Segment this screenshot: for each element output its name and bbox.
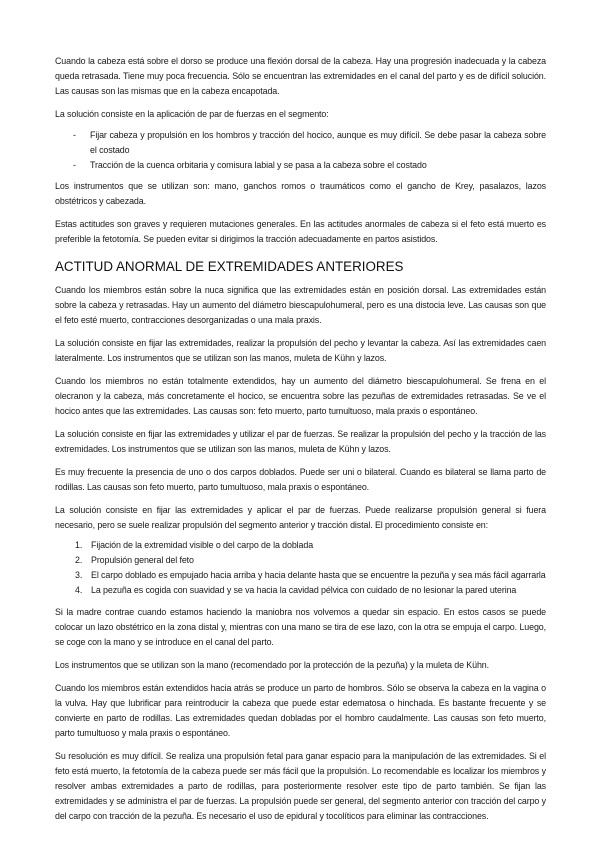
- paragraph-limbs-not-extended: Cuando los miembros no están totalmente extendidos, hay un aumento del diámetro biescapulohumeral. Se frena en el olecranon y la cabeza, más concretamente el hocico, se encuentra sobre las pezuñas de extremidades retrasadas. Se ve el hocico antes que las extremidades. Las causas son: feto muerto, parto tumultuoso, mala praxis o espontáneo.: [55, 376, 546, 416]
- list-item: 4. La pezuña es cogida con suavidad y se va hacia la cavidad pélvica con cuidado de no lesionar la pared uterina: [75, 585, 517, 595]
- paragraph-shoulder-birth: Cuando los miembros están extendidos hacia atrás se produce un parto de hombros. Sólo se observa la cabeza en la vagina o la vulva. Hay que lubrificar para reintroducir la cabeza que puede estar edematosa o hinchada. Es bastante frecuente y se convierte en parto de rodillas. Las extremidades quedan dobladas por el hombro caudalmente. Las causas son feto muerto, parto tumultuoso y mala praxis o espontáneo.: [55, 683, 546, 738]
- paragraph-solution-intro: La solución consiste en la aplicación de par de fuerzas en el segmento:: [55, 109, 329, 119]
- paragraph-instruments-hand: Los instrumentos que se utilizan son la mano (recomendado por la protección de la pezuña) y la muleta de Kühn.: [55, 660, 489, 670]
- paragraph-resolution: Su resolución es muy difícil. Se realiza una propulsión fetal para ganar espacio para la manipulación de las extremidades. Si el feto está muerto, la fetotomía de la cabeza puede ser más fácil que la propulsión. Lo recomendable es localizar los miembros y resolver ambas extremidades a parto de rodillas, para posteriormente resolver este tipo de parto también. Se fijan las extremidades y se administra el par de fuerzas. La propulsión puede ser general, del segmento anterior con tracción del carpo y del carpo con tracción de la pezuña. Es necesario el uso de epidural y tocolíticos para eliminar las contracciones.: [55, 751, 546, 821]
- paragraph-severity: Estas actitudes son graves y requieren mutaciones generales. En las actitudes anormales de cabeza si el feto está muerto es preferible la fetotomía. Se pueden evitar si dirigimos la tracción adecuadamente en partos asistidos.: [55, 219, 546, 244]
- paragraph-procedure-intro: La solución consiste en fijar las extremidades y aplicar el par de fuerzas. Puede realizarse propulsión general si fuera necesario, pero se suele realizar propulsión del segmento anterior y tracción distal. El procedimiento consiste en:: [55, 505, 546, 530]
- list-item: 2. Propulsión general del feto: [75, 555, 194, 565]
- document-page: [55, 54, 546, 832]
- list-item: - Fijar cabeza y propulsión en los hombros y tracción del hocico, aunque es muy difícil. Se debe pasar la cabeza sobre el costado: [73, 130, 546, 155]
- list-item: - Tracción de la cuenca orbitaria y comisura labial y se pasa a la cabeza sobre el costado: [55, 158, 546, 173]
- paragraph-mother-contracts: Si la madre contrae cuando estamos haciendo la maniobra nos volvemos a quedar sin espacio. En estos casos se puede colocar un lazo obstétrico en la zona distal y, mientras con una mano se tira de ese lazo, con la otra se empuja el carpo. Luego, se coge con la mano y se introduce en el canal del parto.: [55, 607, 546, 647]
- section-heading: ACTITUD ANORMAL DE EXTREMIDADES ANTERIORES: [55, 259, 404, 274]
- paragraph-carpal-flexion: Es muy frecuente la presencia de uno o dos carpos doblados. Puede ser uni o bilateral. Cuando es bilateral se llama parto de rodillas. Las causas son feto muerto, parto tumultuoso, mala praxis o espontáneo.: [55, 467, 546, 492]
- bullet-list-solutions: [55, 128, 546, 173]
- paragraph-limbs-on-neck: Cuando los miembros están sobre la nuca significa que las extremidades están en posición dorsal. Las extremidades están sobre la cabeza y retrasadas. Hay un aumento del diámetro biescapulohumeral, pero es una distocia leve. Las causas son que el feto esté muerto, contracciones desorganizadas o una mala praxis.: [55, 285, 546, 325]
- bullet-dash: -: [73, 160, 76, 170]
- list-item: 1. Fijación de la extremidad visible o del carpo de la doblada: [75, 540, 314, 550]
- paragraph-solution-force-pair: La solución consiste en fijar las extremidades y utilizar el par de fuerzas. Se realizar la propulsión del pecho y la tracción de las extremidades. Los instrumentos que se utilizan son las manos, muleta de Kühn y lazos.: [55, 429, 546, 454]
- paragraph-instruments: Los instrumentos que se utilizan son: mano, ganchos romos o traumáticos como el gancho de Krey, pasalazos, lazos obstétricos y cabezada.: [55, 181, 546, 206]
- bullet-dash: -: [73, 130, 76, 140]
- paragraph-solution-lateral: La solución consiste en fijar las extremidades, realizar la propulsión del pecho y levantar la cabeza. Así las extremidades caen lateralmente. Los instrumentos que se utilizan son las manos, muleta de Kühn y lazos.: [55, 338, 546, 363]
- procedure-steps: [55, 538, 546, 598]
- list-item: 3. El carpo doblado es empujado hacia arriba y hacia delante hasta que se encuentre la pezuña y sea más fácil agarrarla: [75, 570, 546, 580]
- paragraph-dorsal-flexion: Cuando la cabeza está sobre el dorso se produce una flexión dorsal de la cabeza. Hay una progresión inadecuada y la cabeza queda retrasada. Tiene muy poca frecuencia. Sólo se encuentran las extremidades en el canal del parto y es de difícil solución. Las causas son las mismas que en la cabeza encapotada.: [55, 56, 546, 96]
